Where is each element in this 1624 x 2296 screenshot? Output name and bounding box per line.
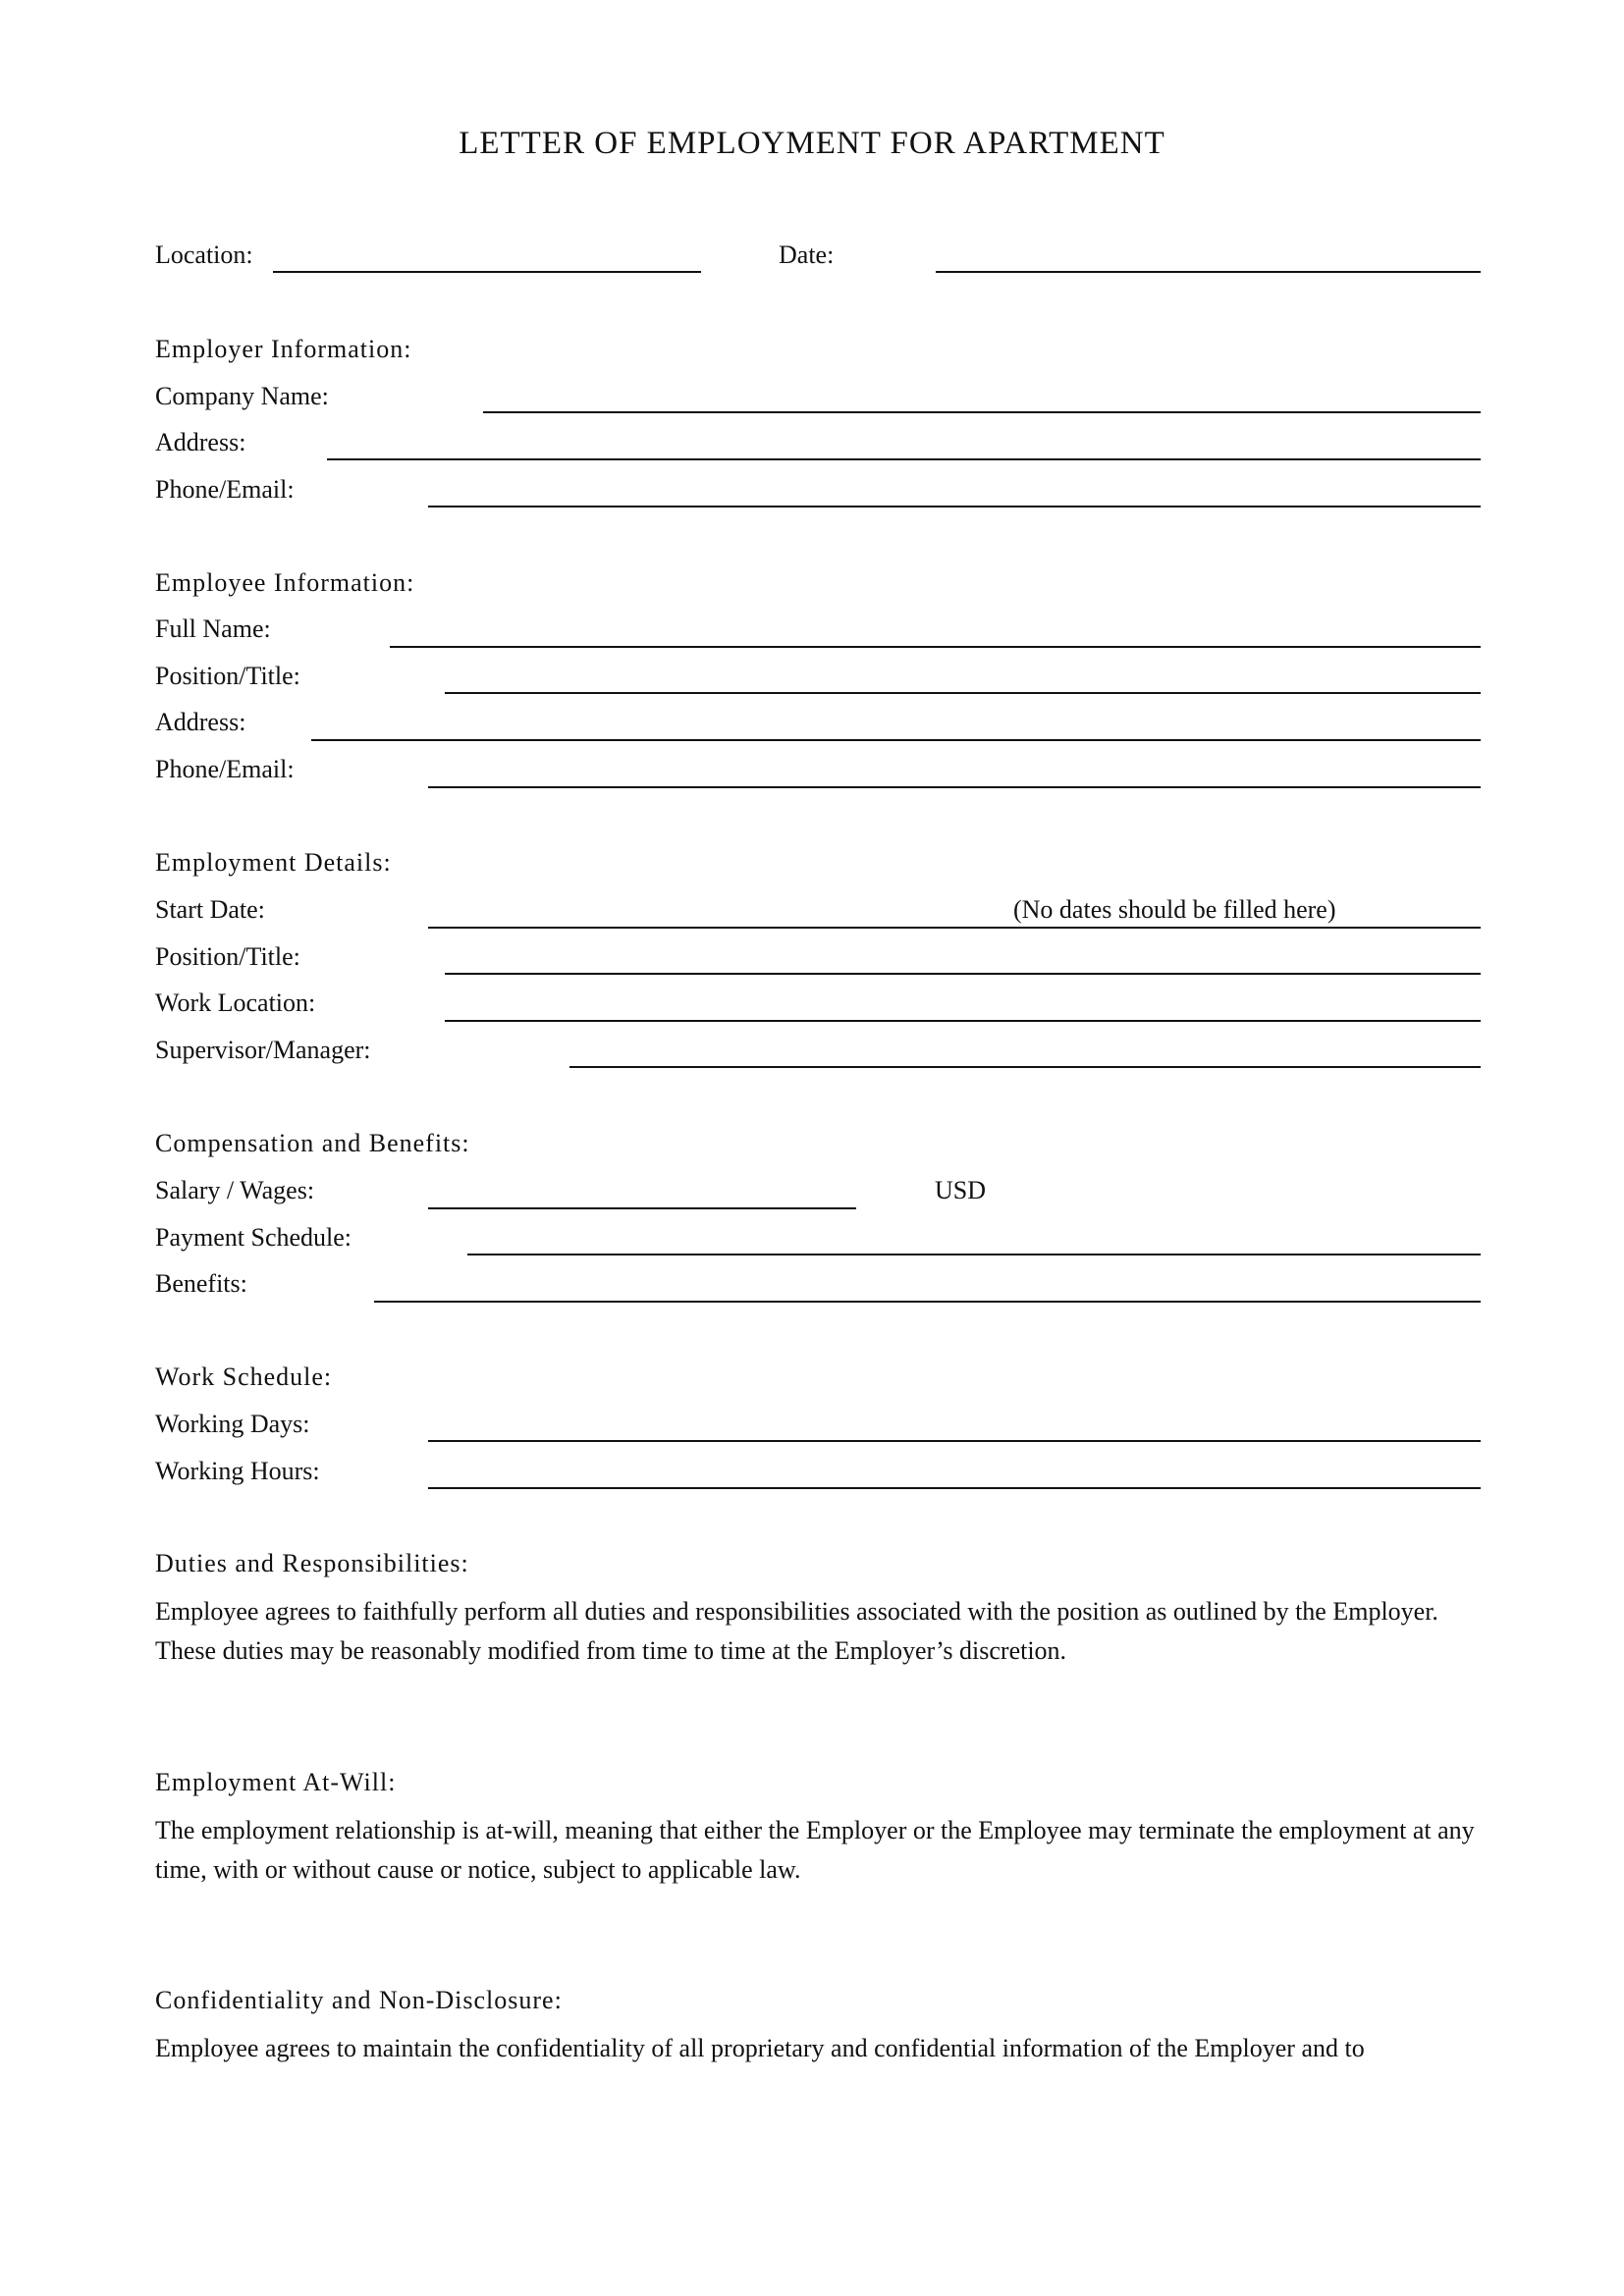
employment-position-field[interactable] xyxy=(445,973,1481,975)
employee-position-field[interactable] xyxy=(445,692,1481,694)
supervisor-field[interactable] xyxy=(569,1066,1481,1068)
employee-position-label: Position/Title: xyxy=(155,662,300,690)
working-hours-label: Working Hours: xyxy=(155,1457,320,1485)
payment-schedule-label: Payment Schedule: xyxy=(155,1223,352,1252)
employer-address-field[interactable] xyxy=(327,458,1481,460)
company-name-field[interactable] xyxy=(483,411,1481,413)
compensation-heading: Compensation and Benefits: xyxy=(155,1129,470,1157)
confidentiality-heading: Confidentiality and Non-Disclosure: xyxy=(155,1986,563,2014)
document-title: LETTER OF EMPLOYMENT FOR APARTMENT xyxy=(459,126,1165,161)
payment-schedule-field[interactable] xyxy=(467,1254,1481,1255)
working-days-label: Working Days: xyxy=(155,1410,310,1438)
employer-address-label: Address: xyxy=(155,428,246,456)
company-name-label: Company Name: xyxy=(155,382,329,410)
employment-position-label: Position/Title: xyxy=(155,942,300,971)
employer-phone-email-label: Phone/Email: xyxy=(155,475,295,504)
schedule-heading: Work Schedule: xyxy=(155,1362,333,1391)
supervisor-label: Supervisor/Manager: xyxy=(155,1036,371,1064)
benefits-field[interactable] xyxy=(374,1301,1481,1303)
start-date-note: (No dates should be filled here) xyxy=(1013,895,1336,924)
benefits-label: Benefits: xyxy=(155,1269,247,1298)
date-label: Date: xyxy=(779,240,835,269)
employer-phone-email-field[interactable] xyxy=(428,506,1481,507)
employee-address-label: Address: xyxy=(155,708,246,736)
full-name-field[interactable] xyxy=(390,646,1481,648)
employer-heading: Employer Information: xyxy=(155,335,412,363)
employment-heading: Employment Details: xyxy=(155,848,392,877)
confidentiality-paragraph: Employee agrees to maintain the confidentiality of all proprietary and confidential information of the Employer and to xyxy=(155,2034,1365,2062)
location-field[interactable] xyxy=(273,271,701,273)
duties-paragraph: Employee agrees to faithfully perform all duties and responsibilities associated with the position as outlined by the Employer. These duties may be reasonably modified from time to time at the Employer’s discretion. xyxy=(155,1597,1438,1665)
date-field[interactable] xyxy=(936,271,1481,273)
at-will-paragraph: The employment relationship is at-will, meaning that either the Employer or the Employee may terminate the employment at any time, with or without cause or notice, subject to applicable law. xyxy=(155,1816,1475,1884)
salary-field[interactable] xyxy=(428,1207,856,1209)
duties-heading: Duties and Responsibilities: xyxy=(155,1549,469,1577)
employee-address-field[interactable] xyxy=(311,739,1481,741)
location-label: Location: xyxy=(155,240,253,269)
full-name-label: Full Name: xyxy=(155,614,271,643)
working-days-field[interactable] xyxy=(428,1440,1481,1442)
start-date-field[interactable] xyxy=(428,927,1481,929)
employee-phone-email-field[interactable] xyxy=(428,786,1481,788)
at-will-heading: Employment At-Will: xyxy=(155,1768,397,1796)
work-location-label: Work Location: xyxy=(155,988,316,1017)
employee-heading: Employee Information: xyxy=(155,568,415,597)
employee-phone-email-label: Phone/Email: xyxy=(155,755,295,783)
work-location-field[interactable] xyxy=(445,1020,1481,1022)
working-hours-field[interactable] xyxy=(428,1487,1481,1489)
salary-currency: USD xyxy=(935,1176,987,1204)
salary-label: Salary / Wages: xyxy=(155,1176,315,1204)
start-date-label: Start Date: xyxy=(155,895,265,924)
